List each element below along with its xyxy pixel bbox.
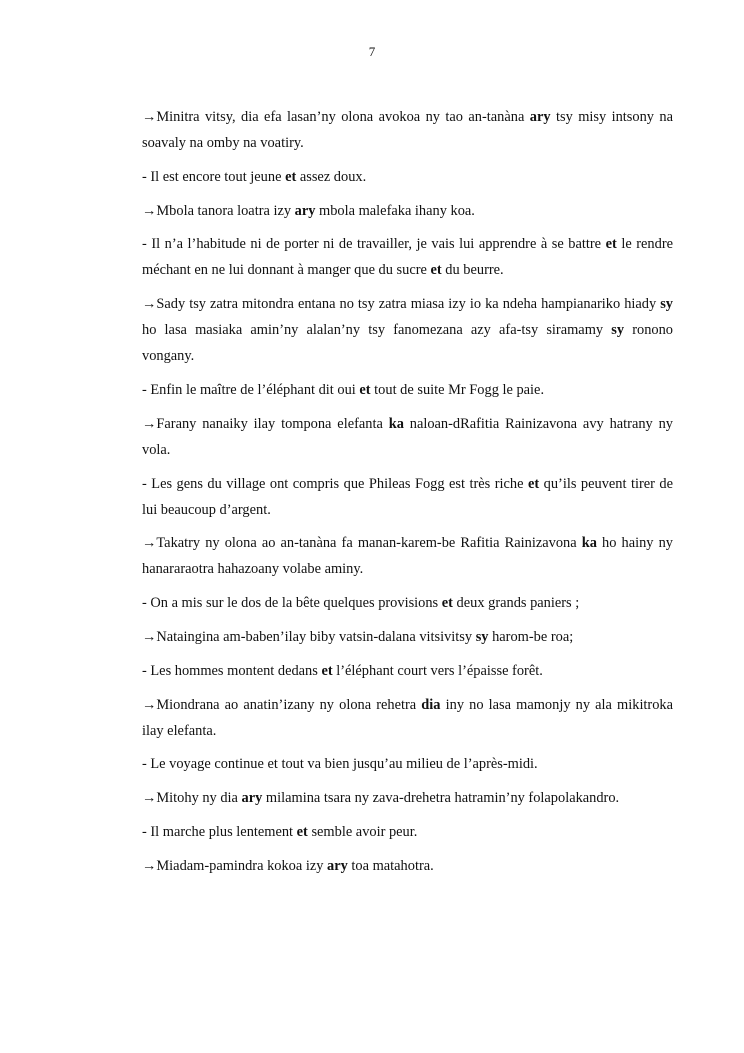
bold-conjunction: sy [611, 322, 625, 339]
text-segment: - Il est encore tout jeune [142, 168, 286, 185]
bold-conjunction: et [430, 262, 442, 279]
bold-conjunction: ary [327, 857, 348, 874]
text-segment: l’éléphant court vers l’épaisse forêt. [332, 662, 543, 679]
text-segment: ho lasa masiaka amin’ny alalan’ny tsy fanomezana azy afa-tsy siramamy [142, 322, 612, 339]
bold-conjunction: et [321, 662, 333, 679]
text-segment: →Mitohy ny dia [142, 790, 242, 807]
page-number: 7 [368, 44, 376, 59]
text-segment: milamina tsara ny zava-drehetra hatramin’ny folapolakandro. [262, 790, 620, 807]
text-segment: mbola malefaka ihany koa. [315, 202, 475, 219]
text-segment: qu’ils peuvent tirer de lui beaucoup d’argent. [142, 475, 674, 518]
text-segment: tsy misy intsony na soavaly na omby na voatiry. [142, 109, 673, 151]
text-segment: →Mbola tanora loatra izy [142, 202, 295, 219]
malagasy-translation-paragraph [142, 530, 673, 582]
malagasy-translation-paragraph [142, 853, 673, 879]
text-segment: ho hainy ny hanararaotra hahazoany volabe aminy. [142, 535, 673, 578]
text-segment: - Il marche plus lentement [142, 823, 297, 840]
french-paragraph [142, 471, 673, 523]
text-segment: →Minitra vitsy, dia efa lasan’ny olona avokoa ny tao an-tanàna [142, 109, 530, 125]
french-paragraph [142, 751, 673, 777]
text-segment: →Miondrana ao anatin’izany ny olona rehetra [142, 696, 422, 713]
bold-conjunction: sy [475, 628, 489, 645]
malagasy-translation-paragraph [142, 785, 673, 811]
bold-conjunction: sy [660, 296, 673, 313]
text-segment: →Nataingina am-baben’ilay biby vatsin-dalana vitsivitsy [142, 628, 476, 645]
text-segment: →Miadam-pamindra kokoa izy [142, 857, 328, 874]
bold-conjunction: ka [388, 415, 404, 432]
bold-conjunction: et [605, 236, 617, 253]
french-paragraph [142, 590, 673, 616]
bold-conjunction: ary [529, 109, 551, 125]
bold-conjunction: et [296, 823, 308, 840]
bold-conjunction: dia [421, 696, 441, 713]
bold-conjunction: ary [241, 790, 263, 807]
text-segment: - Les hommes montent dedans [142, 662, 322, 679]
bold-conjunction: ary [294, 202, 316, 219]
text-segment: iny no lasa mamonjy ny ala mikitroka ilay elefanta. [142, 696, 674, 739]
french-paragraph [142, 377, 673, 403]
text-segment: harom-be roa; [488, 628, 574, 645]
text-segment: - Le voyage continue et tout va bien jusqu’au milieu de l’après-midi. [142, 756, 538, 773]
text-segment: deux grands paniers ; [452, 595, 580, 612]
text-segment: →Sady tsy zatra mitondra entana no tsy zatra miasa izy io ka ndeha hampianariko hiady [142, 296, 661, 313]
text-segment: toa matahotra. [347, 857, 434, 874]
document-body [142, 104, 673, 887]
bold-conjunction: ka [581, 535, 597, 552]
bold-conjunction: et [359, 381, 371, 398]
bold-conjunction: et [441, 595, 453, 612]
malagasy-translation-paragraph [142, 692, 673, 744]
text-segment: ronono vongany. [142, 322, 673, 365]
text-segment: le rendre méchant en ne lui donnant à manger que du sucre [142, 236, 673, 279]
text-segment: assez doux. [296, 168, 367, 185]
text-segment: - Enfin le maître de l’éléphant dit oui [142, 381, 360, 398]
text-segment: naloan-dRafitia Rainizavona avy hatrany ny vola. [142, 415, 673, 458]
text-segment: →Takatry ny olona ao an-tanàna fa manan-karem-be Rafitia Rainizavona [142, 535, 582, 552]
french-paragraph [142, 164, 673, 190]
french-paragraph [142, 658, 673, 684]
french-paragraph [142, 231, 673, 283]
bold-conjunction: et [285, 168, 297, 185]
text-segment: du beurre. [441, 262, 504, 279]
text-segment: →Farany nanaiky ilay tompona elefanta [142, 415, 389, 432]
malagasy-translation-paragraph [142, 624, 673, 650]
malagasy-translation-paragraph [142, 198, 673, 224]
text-segment: tout de suite Mr Fogg le paie. [370, 381, 545, 398]
malagasy-translation-paragraph [142, 411, 673, 463]
text-segment: semble avoir peur. [307, 823, 418, 840]
text-segment: - On a mis sur le dos de la bête quelques provisions [142, 595, 442, 612]
text-segment: - Les gens du village ont compris que Phileas Fogg est très riche [142, 475, 528, 492]
malagasy-translation-paragraph [142, 291, 673, 369]
malagasy-translation-paragraph [142, 104, 673, 156]
bold-conjunction: et [528, 475, 540, 492]
french-paragraph [142, 819, 673, 845]
text-segment: - Il n’a l’habitude ni de porter ni de travailler, je vais lui apprendre à se battre [142, 236, 606, 253]
